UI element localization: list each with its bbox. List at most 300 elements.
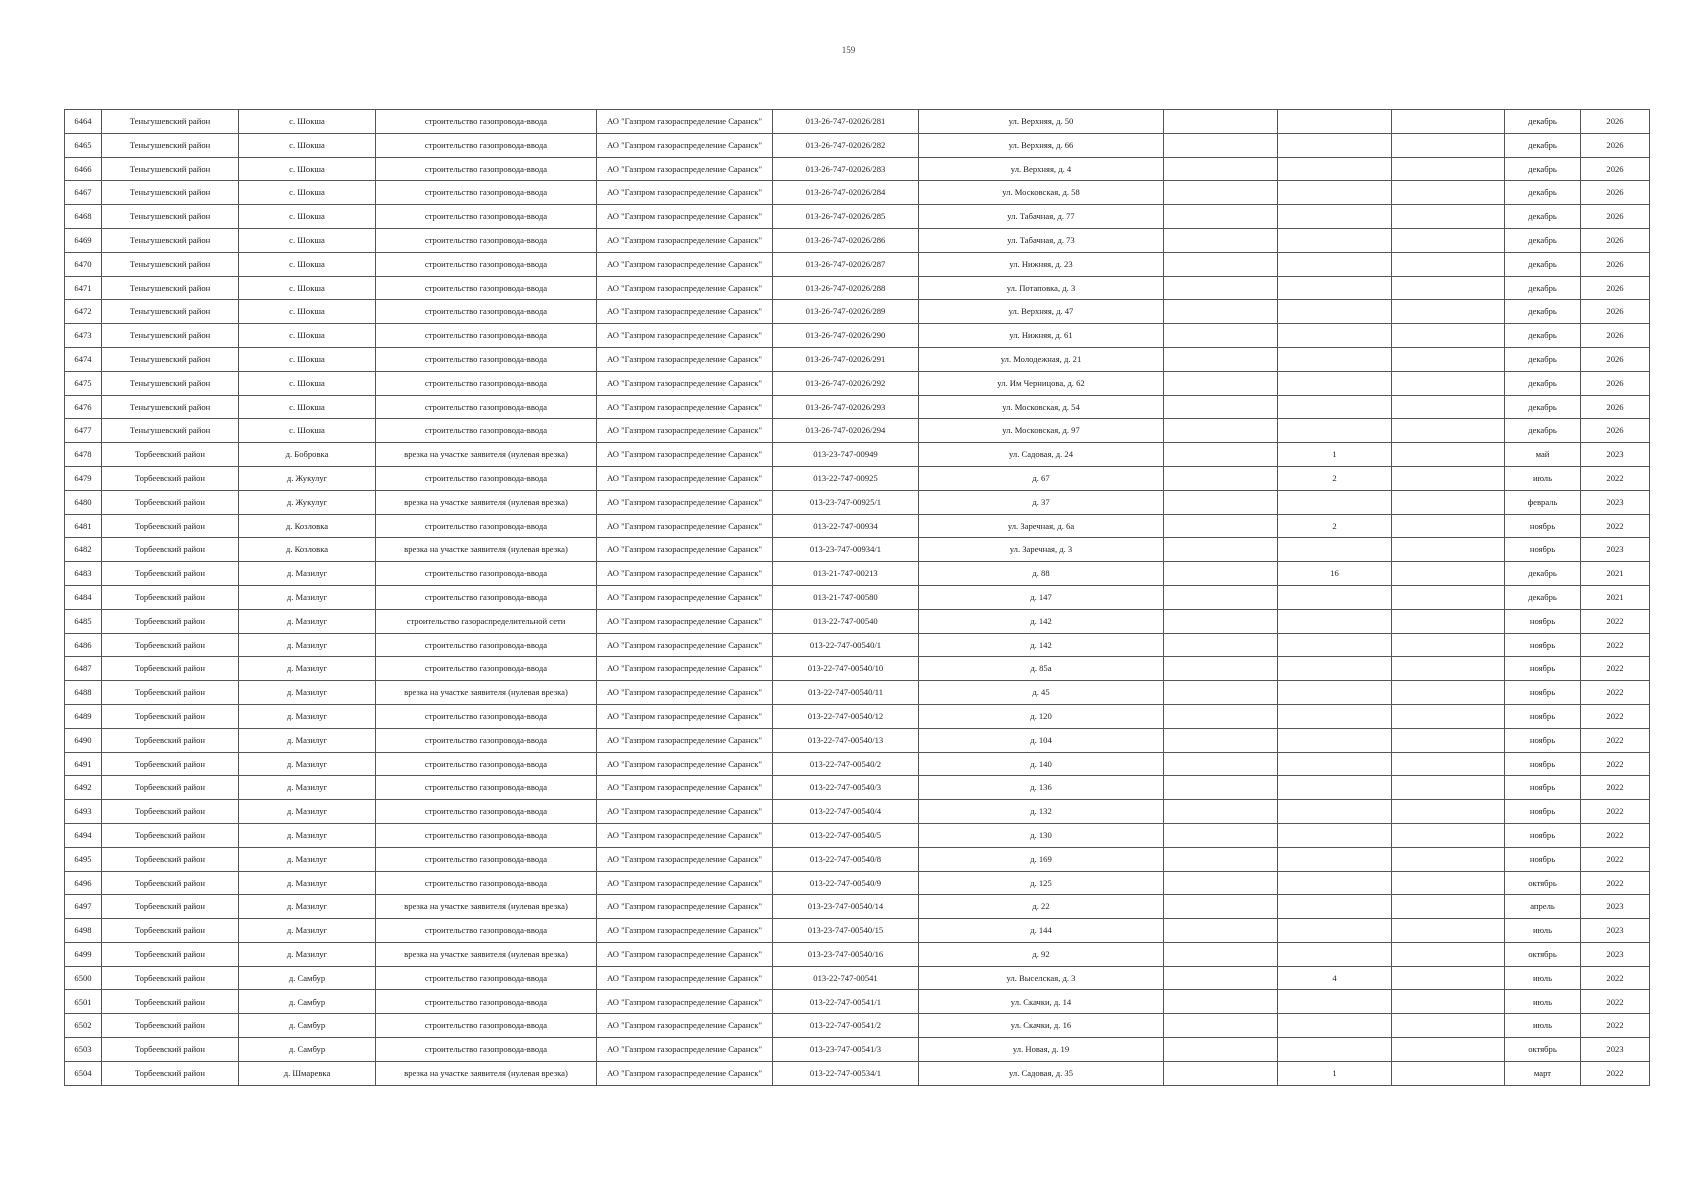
cell-number: 6502 xyxy=(65,1014,102,1038)
cell-empty xyxy=(1164,1061,1278,1085)
cell-organization: АО "Газпром газораспределение Саранск" xyxy=(597,1014,773,1038)
cell-settlement: с. Шокша xyxy=(239,133,376,157)
cell-address: ул. Заречная, д. 6а xyxy=(919,514,1164,538)
cell-number: 6468 xyxy=(65,205,102,229)
cell-year: 2022 xyxy=(1581,681,1650,705)
cell-quantity xyxy=(1278,919,1392,943)
cell-work-type: строительство газопровода-ввода xyxy=(376,752,597,776)
cell-application-code: 013-26-747-02026/288 xyxy=(773,276,919,300)
cell-district: Торбеевский район xyxy=(102,562,239,586)
cell-address: ул. Табачная, д. 73 xyxy=(919,228,1164,252)
cell-address: ул. Садовая, д. 35 xyxy=(919,1061,1164,1085)
cell-empty xyxy=(1164,657,1278,681)
cell-empty xyxy=(1392,919,1505,943)
cell-number: 6466 xyxy=(65,157,102,181)
cell-organization: АО "Газпром газораспределение Саранск" xyxy=(597,895,773,919)
cell-month: ноябрь xyxy=(1505,538,1581,562)
cell-empty xyxy=(1164,752,1278,776)
page-number: 159 xyxy=(841,45,856,55)
cell-settlement: д. Мазилуг xyxy=(239,776,376,800)
cell-year: 2026 xyxy=(1581,157,1650,181)
cell-empty xyxy=(1392,157,1505,181)
cell-address: д. 37 xyxy=(919,490,1164,514)
cell-address: ул. Верхняя, д. 50 xyxy=(919,110,1164,134)
table-row xyxy=(65,324,1650,348)
cell-month: октябрь xyxy=(1505,942,1581,966)
cell-work-type: строительство газопровода-ввода xyxy=(376,704,597,728)
cell-application-code: 013-22-747-00540/9 xyxy=(773,871,919,895)
cell-work-type: строительство газопровода-ввода xyxy=(376,205,597,229)
table-row xyxy=(65,681,1650,705)
cell-empty xyxy=(1164,585,1278,609)
cell-number: 6489 xyxy=(65,704,102,728)
cell-month: декабрь xyxy=(1505,110,1581,134)
cell-number: 6476 xyxy=(65,395,102,419)
cell-application-code: 013-23-747-00540/16 xyxy=(773,942,919,966)
cell-district: Торбеевский район xyxy=(102,847,239,871)
cell-application-code: 013-26-747-02026/292 xyxy=(773,371,919,395)
cell-settlement: д. Мазилуг xyxy=(239,609,376,633)
cell-address: ул. Московская, д. 54 xyxy=(919,395,1164,419)
cell-settlement: д. Мазилуг xyxy=(239,562,376,586)
cell-application-code: 013-22-747-00541/1 xyxy=(773,990,919,1014)
cell-settlement: д. Мазилуг xyxy=(239,657,376,681)
cell-empty xyxy=(1164,1038,1278,1062)
cell-work-type: строительство газопровода-ввода xyxy=(376,300,597,324)
cell-organization: АО "Газпром газораспределение Саранск" xyxy=(597,157,773,181)
cell-year: 2026 xyxy=(1581,228,1650,252)
cell-month: март xyxy=(1505,1061,1581,1085)
cell-quantity xyxy=(1278,633,1392,657)
cell-month: ноябрь xyxy=(1505,847,1581,871)
cell-address: ул. Новая, д. 19 xyxy=(919,1038,1164,1062)
cell-work-type: врезка на участке заявителя (нулевая врезка) xyxy=(376,538,597,562)
cell-empty xyxy=(1392,609,1505,633)
cell-address: ул. Московская, д. 58 xyxy=(919,181,1164,205)
table-row xyxy=(65,1014,1650,1038)
cell-month: декабрь xyxy=(1505,395,1581,419)
cell-empty xyxy=(1164,681,1278,705)
cell-settlement: с. Шокша xyxy=(239,110,376,134)
cell-month: ноябрь xyxy=(1505,657,1581,681)
cell-district: Торбеевский район xyxy=(102,871,239,895)
cell-month: декабрь xyxy=(1505,324,1581,348)
cell-address: д. 85а xyxy=(919,657,1164,681)
cell-settlement: д. Мазилуг xyxy=(239,847,376,871)
cell-quantity xyxy=(1278,133,1392,157)
cell-empty xyxy=(1164,704,1278,728)
cell-organization: АО "Газпром газораспределение Саранск" xyxy=(597,871,773,895)
cell-organization: АО "Газпром газораспределение Саранск" xyxy=(597,110,773,134)
cell-address: д. 144 xyxy=(919,919,1164,943)
cell-number: 6485 xyxy=(65,609,102,633)
cell-year: 2022 xyxy=(1581,633,1650,657)
cell-settlement: с. Шокша xyxy=(239,419,376,443)
cell-settlement: д. Жукулуг xyxy=(239,490,376,514)
cell-empty xyxy=(1392,538,1505,562)
cell-address: ул. Верхняя, д. 47 xyxy=(919,300,1164,324)
cell-empty xyxy=(1392,966,1505,990)
cell-organization: АО "Газпром газораспределение Саранск" xyxy=(597,324,773,348)
cell-work-type: строительство газопровода-ввода xyxy=(376,514,597,538)
cell-work-type: врезка на участке заявителя (нулевая врезка) xyxy=(376,443,597,467)
cell-application-code: 013-23-747-00949 xyxy=(773,443,919,467)
cell-organization: АО "Газпром газораспределение Саранск" xyxy=(597,657,773,681)
cell-application-code: 013-22-747-00540/3 xyxy=(773,776,919,800)
cell-number: 6481 xyxy=(65,514,102,538)
cell-work-type: строительство газораспределительной сети xyxy=(376,609,597,633)
table-row xyxy=(65,514,1650,538)
cell-year: 2026 xyxy=(1581,347,1650,371)
cell-district: Теньгушевский район xyxy=(102,347,239,371)
cell-empty xyxy=(1392,1014,1505,1038)
cell-district: Торбеевский район xyxy=(102,1014,239,1038)
cell-organization: АО "Газпром газораспределение Саранск" xyxy=(597,966,773,990)
registry-body xyxy=(65,110,1650,1086)
cell-organization: АО "Газпром газораспределение Саранск" xyxy=(597,514,773,538)
cell-work-type: строительство газопровода-ввода xyxy=(376,776,597,800)
cell-work-type: строительство газопровода-ввода xyxy=(376,157,597,181)
cell-quantity xyxy=(1278,1038,1392,1062)
cell-district: Торбеевский район xyxy=(102,490,239,514)
cell-month: ноябрь xyxy=(1505,514,1581,538)
cell-settlement: д. Мазилуг xyxy=(239,704,376,728)
cell-application-code: 013-23-747-00540/14 xyxy=(773,895,919,919)
cell-work-type: строительство газопровода-ввода xyxy=(376,847,597,871)
cell-district: Торбеевский район xyxy=(102,443,239,467)
cell-address: д. 169 xyxy=(919,847,1164,871)
cell-district: Теньгушевский район xyxy=(102,276,239,300)
cell-district: Торбеевский район xyxy=(102,514,239,538)
cell-district: Теньгушевский район xyxy=(102,419,239,443)
cell-district: Теньгушевский район xyxy=(102,252,239,276)
cell-work-type: строительство газопровода-ввода xyxy=(376,371,597,395)
cell-settlement: д. Самбур xyxy=(239,990,376,1014)
cell-organization: АО "Газпром газораспределение Саранск" xyxy=(597,443,773,467)
cell-empty xyxy=(1164,133,1278,157)
cell-quantity xyxy=(1278,395,1392,419)
table-row xyxy=(65,276,1650,300)
cell-empty xyxy=(1164,847,1278,871)
cell-organization: АО "Газпром газораспределение Саранск" xyxy=(597,300,773,324)
cell-empty xyxy=(1392,205,1505,229)
cell-empty xyxy=(1392,133,1505,157)
cell-empty xyxy=(1392,728,1505,752)
cell-month: ноябрь xyxy=(1505,609,1581,633)
cell-empty xyxy=(1392,990,1505,1014)
cell-quantity xyxy=(1278,895,1392,919)
cell-settlement: д. Мазилуг xyxy=(239,728,376,752)
cell-application-code: 013-26-747-02026/293 xyxy=(773,395,919,419)
cell-empty xyxy=(1164,324,1278,348)
cell-empty xyxy=(1164,776,1278,800)
table-row xyxy=(65,300,1650,324)
cell-number: 6493 xyxy=(65,800,102,824)
cell-year: 2022 xyxy=(1581,657,1650,681)
cell-application-code: 013-22-747-00540/10 xyxy=(773,657,919,681)
cell-work-type: строительство газопровода-ввода xyxy=(376,276,597,300)
cell-quantity xyxy=(1278,752,1392,776)
cell-organization: АО "Газпром газораспределение Саранск" xyxy=(597,633,773,657)
cell-district: Теньгушевский район xyxy=(102,371,239,395)
cell-address: ул. Молодежная, д. 21 xyxy=(919,347,1164,371)
cell-address: ул. Садовая, д. 24 xyxy=(919,443,1164,467)
cell-empty xyxy=(1392,371,1505,395)
table-row xyxy=(65,419,1650,443)
table-row xyxy=(65,657,1650,681)
table-row xyxy=(65,704,1650,728)
cell-district: Торбеевский район xyxy=(102,752,239,776)
cell-empty xyxy=(1392,657,1505,681)
cell-address: ул. Верхняя, д. 4 xyxy=(919,157,1164,181)
cell-month: май xyxy=(1505,443,1581,467)
cell-organization: АО "Газпром газораспределение Саранск" xyxy=(597,752,773,776)
cell-settlement: д. Мазилуг xyxy=(239,681,376,705)
cell-work-type: строительство газопровода-ввода xyxy=(376,181,597,205)
cell-number: 6478 xyxy=(65,443,102,467)
cell-number: 6474 xyxy=(65,347,102,371)
cell-address: д. 92 xyxy=(919,942,1164,966)
cell-address: ул. Выселская, д. 3 xyxy=(919,966,1164,990)
table-row xyxy=(65,776,1650,800)
cell-district: Теньгушевский район xyxy=(102,228,239,252)
cell-organization: АО "Газпром газораспределение Саранск" xyxy=(597,681,773,705)
cell-organization: АО "Газпром газораспределение Саранск" xyxy=(597,847,773,871)
cell-work-type: строительство газопровода-ввода xyxy=(376,1038,597,1062)
cell-empty xyxy=(1164,562,1278,586)
cell-number: 6497 xyxy=(65,895,102,919)
cell-work-type: строительство газопровода-ввода xyxy=(376,252,597,276)
cell-empty xyxy=(1392,871,1505,895)
cell-empty xyxy=(1164,466,1278,490)
cell-year: 2021 xyxy=(1581,585,1650,609)
cell-address: ул. Им Черницова, д. 62 xyxy=(919,371,1164,395)
table-row xyxy=(65,205,1650,229)
cell-year: 2022 xyxy=(1581,966,1650,990)
cell-district: Теньгушевский район xyxy=(102,205,239,229)
cell-quantity xyxy=(1278,252,1392,276)
cell-number: 6475 xyxy=(65,371,102,395)
cell-empty xyxy=(1392,942,1505,966)
cell-organization: АО "Газпром газораспределение Саранск" xyxy=(597,252,773,276)
cell-application-code: 013-23-747-00925/1 xyxy=(773,490,919,514)
cell-settlement: д. Мазилуг xyxy=(239,919,376,943)
cell-address: д. 147 xyxy=(919,585,1164,609)
cell-quantity xyxy=(1278,419,1392,443)
cell-quantity xyxy=(1278,728,1392,752)
cell-settlement: д. Козловка xyxy=(239,538,376,562)
cell-work-type: строительство газопровода-ввода xyxy=(376,728,597,752)
cell-month: апрель xyxy=(1505,895,1581,919)
cell-empty xyxy=(1164,157,1278,181)
table-row xyxy=(65,371,1650,395)
cell-number: 6495 xyxy=(65,847,102,871)
cell-settlement: д. Жукулуг xyxy=(239,466,376,490)
cell-year: 2022 xyxy=(1581,609,1650,633)
cell-month: ноябрь xyxy=(1505,776,1581,800)
cell-year: 2023 xyxy=(1581,443,1650,467)
cell-application-code: 013-21-747-00580 xyxy=(773,585,919,609)
cell-year: 2026 xyxy=(1581,395,1650,419)
cell-district: Торбеевский район xyxy=(102,538,239,562)
cell-organization: АО "Газпром газораспределение Саранск" xyxy=(597,276,773,300)
cell-settlement: д. Мазилуг xyxy=(239,585,376,609)
cell-number: 6498 xyxy=(65,919,102,943)
cell-application-code: 013-26-747-02026/287 xyxy=(773,252,919,276)
cell-empty xyxy=(1392,276,1505,300)
cell-settlement: д. Шмаревка xyxy=(239,1061,376,1085)
cell-address: ул. Московская, д. 97 xyxy=(919,419,1164,443)
cell-quantity xyxy=(1278,205,1392,229)
cell-quantity xyxy=(1278,371,1392,395)
cell-month: декабрь xyxy=(1505,252,1581,276)
cell-application-code: 013-22-747-00934 xyxy=(773,514,919,538)
cell-address: д. 136 xyxy=(919,776,1164,800)
cell-district: Теньгушевский район xyxy=(102,395,239,419)
cell-empty xyxy=(1164,300,1278,324)
cell-number: 6504 xyxy=(65,1061,102,1085)
cell-settlement: с. Шокша xyxy=(239,300,376,324)
cell-organization: АО "Газпром газораспределение Саранск" xyxy=(597,228,773,252)
cell-work-type: строительство газопровода-ввода xyxy=(376,419,597,443)
cell-month: декабрь xyxy=(1505,228,1581,252)
cell-settlement: с. Шокша xyxy=(239,181,376,205)
cell-number: 6464 xyxy=(65,110,102,134)
cell-number: 6486 xyxy=(65,633,102,657)
cell-address: д. 140 xyxy=(919,752,1164,776)
cell-settlement: д. Козловка xyxy=(239,514,376,538)
cell-district: Торбеевский район xyxy=(102,681,239,705)
cell-application-code: 013-22-747-00540/4 xyxy=(773,800,919,824)
cell-empty xyxy=(1392,490,1505,514)
cell-empty xyxy=(1164,633,1278,657)
cell-district: Торбеевский район xyxy=(102,776,239,800)
cell-address: ул. Нижняя, д. 23 xyxy=(919,252,1164,276)
cell-empty xyxy=(1392,324,1505,348)
cell-empty xyxy=(1164,205,1278,229)
cell-application-code: 013-26-747-02026/281 xyxy=(773,110,919,134)
cell-district: Теньгушевский район xyxy=(102,324,239,348)
cell-address: д. 142 xyxy=(919,609,1164,633)
cell-settlement: с. Шокша xyxy=(239,276,376,300)
cell-quantity xyxy=(1278,609,1392,633)
cell-quantity xyxy=(1278,347,1392,371)
cell-work-type: строительство газопровода-ввода xyxy=(376,133,597,157)
cell-organization: АО "Газпром газораспределение Саранск" xyxy=(597,133,773,157)
cell-settlement: с. Шокша xyxy=(239,395,376,419)
cell-year: 2023 xyxy=(1581,1038,1650,1062)
cell-month: октябрь xyxy=(1505,1038,1581,1062)
cell-empty xyxy=(1164,443,1278,467)
cell-empty xyxy=(1164,347,1278,371)
cell-number: 6467 xyxy=(65,181,102,205)
cell-work-type: строительство газопровода-ввода xyxy=(376,562,597,586)
cell-work-type: врезка на участке заявителя (нулевая врезка) xyxy=(376,1061,597,1085)
cell-quantity xyxy=(1278,823,1392,847)
cell-empty xyxy=(1392,585,1505,609)
table-row xyxy=(65,347,1650,371)
cell-year: 2023 xyxy=(1581,538,1650,562)
cell-month: декабрь xyxy=(1505,585,1581,609)
cell-district: Теньгушевский район xyxy=(102,157,239,181)
cell-empty xyxy=(1164,823,1278,847)
cell-settlement: с. Шокша xyxy=(239,205,376,229)
cell-settlement: д. Самбур xyxy=(239,966,376,990)
cell-address: ул. Верхняя, д. 66 xyxy=(919,133,1164,157)
cell-district: Торбеевский район xyxy=(102,728,239,752)
cell-application-code: 013-26-747-02026/294 xyxy=(773,419,919,443)
table-row xyxy=(65,919,1650,943)
cell-quantity xyxy=(1278,800,1392,824)
cell-empty xyxy=(1392,800,1505,824)
cell-organization: АО "Газпром газораспределение Саранск" xyxy=(597,990,773,1014)
cell-settlement: с. Шокша xyxy=(239,371,376,395)
cell-empty xyxy=(1392,562,1505,586)
cell-application-code: 013-22-747-00540/11 xyxy=(773,681,919,705)
cell-address: д. 130 xyxy=(919,823,1164,847)
cell-organization: АО "Газпром газораспределение Саранск" xyxy=(597,466,773,490)
cell-application-code: 013-26-747-02026/284 xyxy=(773,181,919,205)
table-row xyxy=(65,847,1650,871)
cell-empty xyxy=(1392,895,1505,919)
cell-month: декабрь xyxy=(1505,157,1581,181)
cell-work-type: строительство газопровода-ввода xyxy=(376,324,597,348)
cell-work-type: врезка на участке заявителя (нулевая врезка) xyxy=(376,942,597,966)
cell-application-code: 013-23-747-00934/1 xyxy=(773,538,919,562)
cell-empty xyxy=(1392,443,1505,467)
cell-organization: АО "Газпром газораспределение Саранск" xyxy=(597,919,773,943)
cell-number: 6499 xyxy=(65,942,102,966)
cell-empty xyxy=(1164,419,1278,443)
cell-empty xyxy=(1392,681,1505,705)
cell-quantity xyxy=(1278,490,1392,514)
cell-organization: АО "Газпром газораспределение Саранск" xyxy=(597,419,773,443)
cell-year: 2022 xyxy=(1581,823,1650,847)
cell-settlement: д. Мазилуг xyxy=(239,895,376,919)
cell-empty xyxy=(1392,847,1505,871)
cell-organization: АО "Газпром газораспределение Саранск" xyxy=(597,823,773,847)
cell-empty xyxy=(1164,538,1278,562)
cell-quantity: 1 xyxy=(1278,443,1392,467)
cell-year: 2026 xyxy=(1581,110,1650,134)
cell-district: Торбеевский район xyxy=(102,823,239,847)
table-row xyxy=(65,752,1650,776)
cell-empty xyxy=(1164,252,1278,276)
cell-settlement: с. Шокша xyxy=(239,252,376,276)
cell-quantity xyxy=(1278,157,1392,181)
cell-organization: АО "Газпром газораспределение Саранск" xyxy=(597,1061,773,1085)
cell-application-code: 013-23-747-00540/15 xyxy=(773,919,919,943)
cell-month: ноябрь xyxy=(1505,752,1581,776)
cell-settlement: д. Мазилуг xyxy=(239,942,376,966)
table-row xyxy=(65,538,1650,562)
cell-quantity xyxy=(1278,704,1392,728)
cell-empty xyxy=(1164,609,1278,633)
cell-application-code: 013-22-747-00925 xyxy=(773,466,919,490)
cell-month: ноябрь xyxy=(1505,728,1581,752)
cell-quantity xyxy=(1278,990,1392,1014)
cell-empty xyxy=(1392,252,1505,276)
cell-quantity xyxy=(1278,847,1392,871)
cell-empty xyxy=(1164,395,1278,419)
cell-month: июль xyxy=(1505,966,1581,990)
cell-empty xyxy=(1164,514,1278,538)
cell-month: ноябрь xyxy=(1505,704,1581,728)
cell-organization: АО "Газпром газораспределение Саранск" xyxy=(597,728,773,752)
table-row xyxy=(65,490,1650,514)
cell-district: Торбеевский район xyxy=(102,609,239,633)
cell-month: ноябрь xyxy=(1505,800,1581,824)
